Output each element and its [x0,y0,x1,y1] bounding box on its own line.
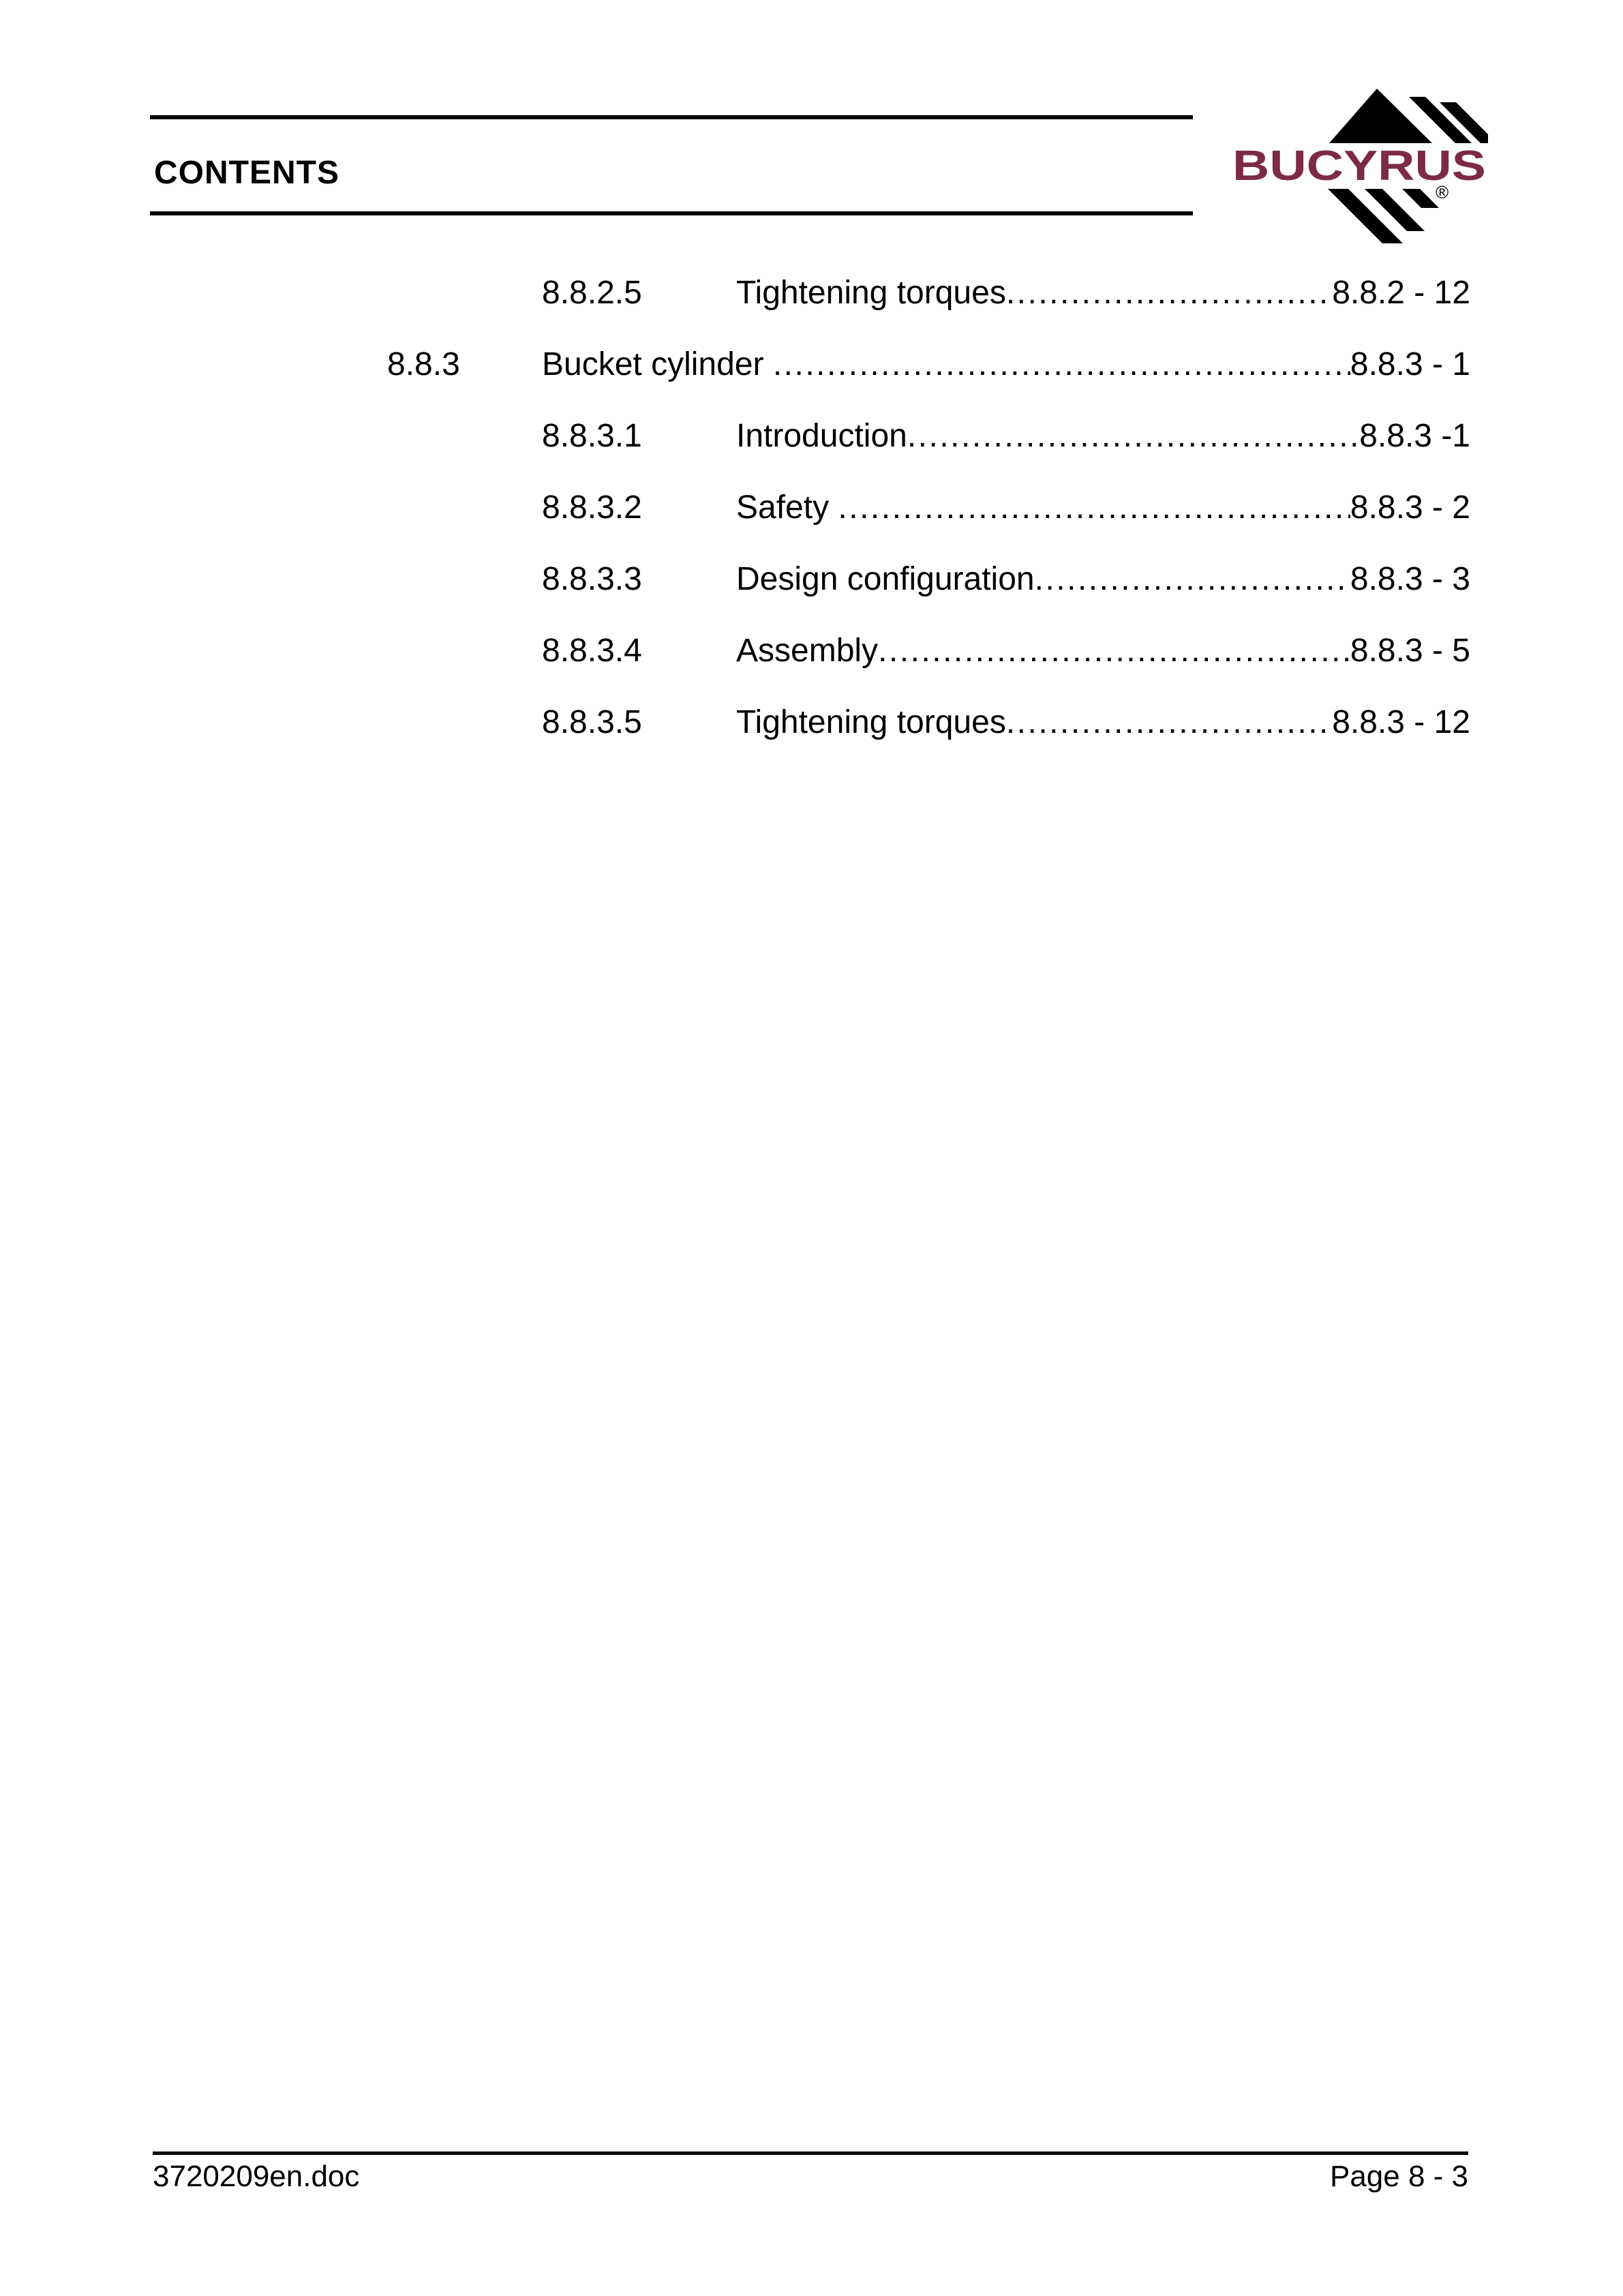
header-bottom-rule [150,211,1193,215]
toc-entry-number: 8.8.3 [387,346,460,382]
toc-entry-title: Assembly [736,633,879,669]
toc-entry [387,344,1470,385]
toc-entry-title: Tightening torques [736,704,1006,740]
toc-entry [387,273,1470,314]
page-title: CONTENTS [154,155,339,191]
toc-entry-number: 8.8.2.5 [542,275,642,311]
toc-leader-dots [838,487,1350,528]
toc-entry-title: Design configuration [736,561,1035,597]
bucyrus-mountain-icon [1231,63,1488,244]
toc-entry [387,487,1470,528]
lower-stripe-1-shape [1328,189,1403,243]
toc-entry-page: 8.8.3 -1 [1359,418,1470,454]
lower-stripe-3-shape [1402,189,1439,208]
toc-leader-dots [907,416,1359,457]
toc-entry-page: 8.8.3 - 2 [1350,489,1470,526]
toc-entry-page: 8.8.3 - 12 [1332,704,1470,740]
toc-entry [387,559,1470,600]
toc-entry-title: Tightening torques [736,275,1006,311]
bucyrus-logo [1231,63,1488,244]
toc-list [387,273,1470,774]
toc-entry [387,631,1470,671]
registered-trademark-icon: ® [1436,182,1449,202]
toc-leader-dots [1035,559,1350,600]
toc-entry-page: 8.8.2 - 12 [1332,275,1470,311]
footer-filename: 3720209en.doc [153,2160,360,2193]
toc-entry-title: Bucket cylinder [542,346,773,382]
toc-entry-page: 8.8.3 - 5 [1350,633,1470,669]
footer-rule [153,2151,1468,2155]
toc-entry-number: 8.8.3.3 [542,561,642,597]
page-footer [153,2160,1468,2194]
toc-entry-number: 8.8.3.4 [542,633,642,669]
toc-entry-number: 8.8.3.2 [542,489,642,526]
toc-entry-page: 8.8.3 - 1 [1350,346,1470,382]
toc-entry [387,702,1470,743]
toc-leader-dots [1006,273,1332,314]
toc-entry-title: Safety [736,489,838,526]
footer-page-label: Page 8 - 3 [1329,2160,1468,2193]
toc-leader-dots [773,344,1350,385]
toc-entry-number: 8.8.3.1 [542,418,642,454]
toc-entry-number: 8.8.3.5 [542,704,642,740]
header-top-rule [150,115,1193,119]
toc-leader-dots [878,631,1350,671]
toc-entry-page: 8.8.3 - 3 [1350,561,1470,597]
toc-leader-dots [1006,702,1332,743]
toc-entry-title: Introduction [736,418,907,454]
toc-entry [387,416,1470,457]
bucyrus-wordmark: BUCYRUS [1232,142,1486,190]
